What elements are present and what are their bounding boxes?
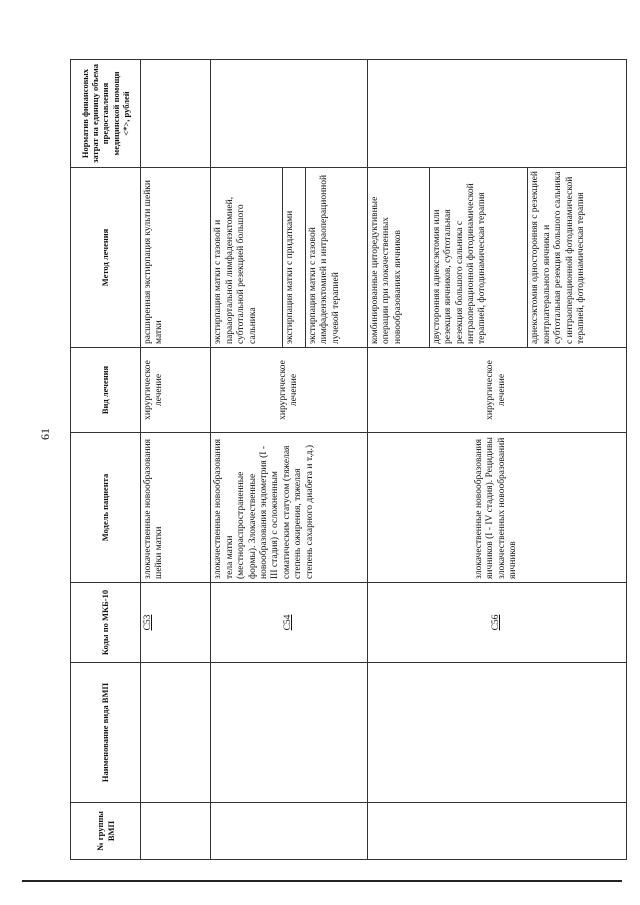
cell-cost	[211, 60, 367, 168]
treatment-method-c53: расширенная экстирпация культи шейки матки	[141, 168, 211, 348]
treatment-method-c54-2: экстирпация матки с придатками	[282, 168, 305, 348]
cell-cost	[141, 60, 211, 168]
cell-group	[211, 803, 367, 860]
icd-code-c54: C54	[211, 583, 367, 663]
header-cost-norm: Норматив финансовых затрат на единицу объема предоставления медицинской помощи <*>, рублей	[71, 60, 141, 168]
treatment-type-c56: хирургическое лечение	[367, 348, 626, 433]
header-vmp-name: Наименование вида ВМП	[71, 663, 141, 803]
table-row	[141, 60, 211, 860]
header-patient-model: Модель пациента	[71, 433, 141, 583]
rotated-table-wrapper	[70, 60, 627, 860]
header-treatment-type: Вид лечения	[71, 348, 141, 433]
cell-vmp-name	[141, 663, 211, 803]
patient-model-c54: злокачественные новообразования тела матки (местнораспространенные формы). Злокачественные новообразования эндометрия (I - III стадия) с осложненным соматическим статусом (тяжелая степень ожирения, тяжелая степень сахарного диабета и т.д.)	[211, 433, 367, 583]
header-icd-codes: Коды по МКБ-10	[71, 583, 141, 663]
header-treatment-method: Метод лечения	[71, 168, 141, 348]
table-header-row	[71, 60, 141, 860]
table-row	[367, 60, 429, 860]
cell-cost	[367, 60, 626, 168]
cell-group	[141, 803, 211, 860]
patient-model-c56: злокачественные новообразования яичников (I - IV стадия). Рецидивы злокачественных новообразований яичников	[367, 433, 626, 583]
header-group-no: № группы ВМП	[71, 803, 141, 860]
patient-model-c53: злокачественные новообразования шейки матки	[141, 433, 211, 583]
vmp-table	[70, 59, 627, 860]
page-number: 61	[38, 428, 52, 440]
treatment-type-c54: хирургическое лечение	[211, 348, 367, 433]
treatment-method-c56-1: комбинированные циторедуктивные операции при злокачественных новообразованиях яичников	[367, 168, 429, 348]
cell-vmp-name	[211, 663, 367, 803]
bottom-rule	[22, 880, 622, 882]
cell-vmp-name	[367, 663, 626, 803]
treatment-method-c56-3: аднексэктомия односторонняя с резекцией контрлатерального яичника и субтотальная резекция большого сальника с интраоперационной фотодинамической терапией, фотодинамическая терапия	[528, 168, 627, 348]
icd-code-c53: C53	[141, 583, 211, 663]
cell-group	[367, 803, 626, 860]
treatment-type-c53: хирургическое лечение	[141, 348, 211, 433]
treatment-method-c54-1: экстирпация матки с тазовой и парааортальной лимфаденэктомией, субтотальной резекцией большого сальника	[211, 168, 282, 348]
treatment-method-c54-3: экстирпация матки с тазовой лимфаденэктомией и интраоперационной лучевой терапией	[305, 168, 367, 348]
table-row	[211, 60, 282, 860]
treatment-method-c56-2: двусторонняя аднексэктомия или резекция яичников, субтотальная резекция большого сальника с интраоперационной фотодинамической терапией, фотодинамическая терапия	[429, 168, 528, 348]
icd-code-c56: C56	[367, 583, 626, 663]
